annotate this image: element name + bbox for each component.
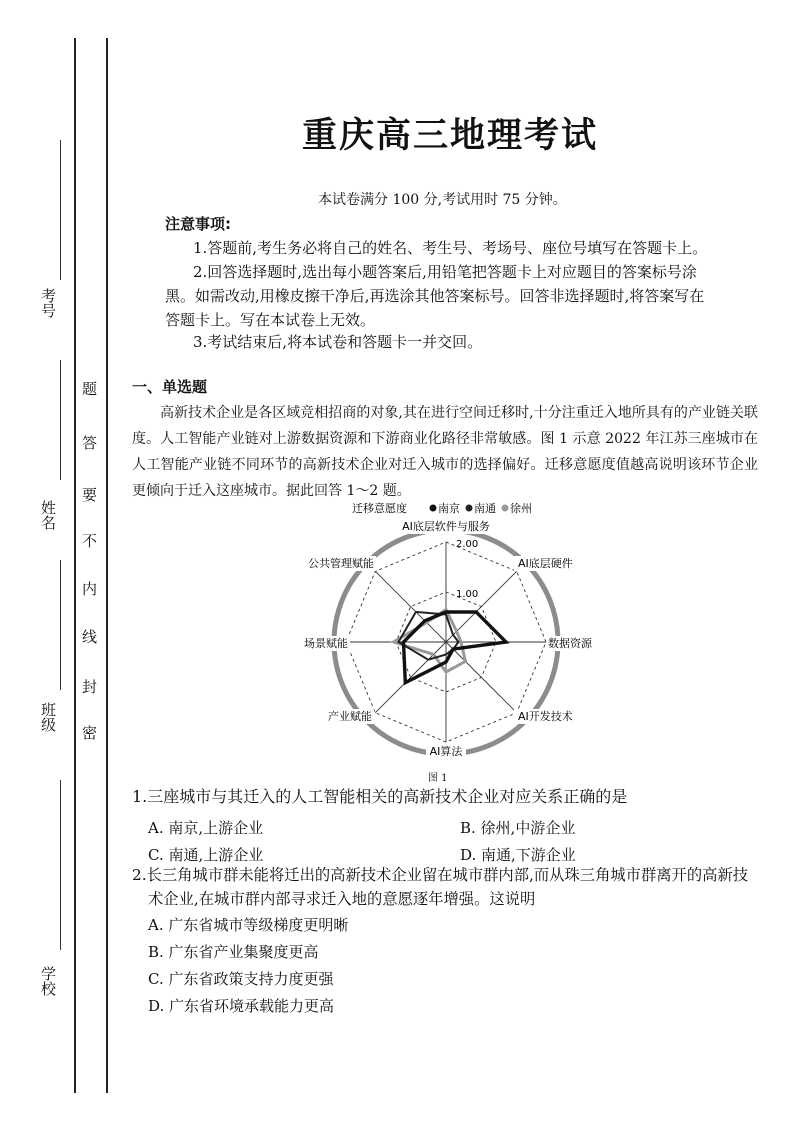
question-1-option-a[interactable]: A. 南京,上游企业	[148, 819, 264, 837]
axis-label-ai-dev-tech: AI开发技术	[518, 710, 573, 723]
axis-label-ai-hardware: AI底层硬件	[518, 557, 573, 570]
radar-chart	[296, 496, 596, 796]
question-1-option-c[interactable]: C. 南通,上游企业	[148, 846, 264, 864]
question-2-stem-cont: 术企业,在城市群内部寻求迁入地的意愿逐年增强。这说明	[148, 890, 536, 908]
exam-subtitle: 本试卷满分 100 分,考试用时 75 分钟。	[318, 192, 567, 208]
legend-marker-xuzhou	[502, 505, 509, 512]
legend-label-xuzhou: 徐州	[510, 502, 532, 515]
series-nanjing-line	[404, 612, 507, 683]
notice-line: 3.考试结束后,将本试卷和答题卡一并交回。	[193, 333, 483, 351]
name-blank[interactable]	[60, 360, 61, 480]
notice-line: 答题卡上。写在本试卷上无效。	[165, 311, 376, 329]
legend-title: 迁移意愿度	[352, 502, 407, 515]
page-title: 重庆高三地理考试	[301, 116, 598, 156]
axis-label-ai-algorithm: AI算法	[429, 745, 463, 758]
axis-label-scene-empower: 场景赋能	[304, 637, 348, 650]
school-blank[interactable]	[60, 780, 61, 950]
legend-label-nanjing: 南京	[438, 502, 460, 515]
binding-line-inner	[106, 38, 108, 1093]
seal-char: 密	[82, 724, 98, 742]
chart-legend	[352, 501, 532, 515]
figure-caption: 图 1	[428, 773, 448, 784]
axis-label-industry-empower: 产业赋能	[328, 710, 372, 723]
legend-marker-nanjing	[430, 505, 437, 512]
exam-no-label: 考号	[39, 288, 57, 318]
class-blank[interactable]	[60, 560, 61, 690]
axis-label-ai-software: AI底层软件与服务	[402, 520, 490, 533]
seal-char: 封	[82, 678, 98, 696]
class-label: 班级	[39, 702, 57, 732]
axis-label-data-resources: 数据资源	[548, 637, 592, 650]
question-2-stem: 2.长三角城市群未能将迁出的高新技术企业留在城市群内部,而从珠三角城市群离开的高新技	[132, 866, 749, 884]
name-label: 姓名	[39, 500, 57, 530]
legend-marker-nantong	[466, 505, 473, 512]
question-1-option-d[interactable]: D. 南通,下游企业	[460, 846, 576, 864]
legend-label-nantong: 南通	[474, 502, 496, 515]
question-1-stem: 1.三座城市与其迁入的人工智能相关的高新技术企业对应关系正确的是	[132, 787, 628, 806]
question-2-option-a[interactable]: A. 广东省城市等级梯度更明晰	[148, 916, 349, 934]
axis-spoke	[446, 642, 517, 713]
notice-heading: 注意事项:	[165, 215, 231, 233]
notice-line: 黑。如需改动,用橡皮擦干净后,再选涂其他答案标号。回答非选择题时,将答案写在	[165, 287, 705, 305]
axis-label-public-mgmt: 公共管理赋能	[308, 557, 374, 570]
section-heading: 一、单选题	[132, 378, 208, 396]
tick-label-2: 2.00	[456, 539, 479, 550]
seal-char: 不	[82, 532, 98, 550]
axis-spoke	[375, 642, 446, 713]
question-2-option-b[interactable]: B. 广东省产业集聚度更高	[148, 943, 319, 961]
seal-char: 答	[82, 434, 98, 452]
seal-char: 线	[82, 628, 98, 646]
seal-char: 题	[82, 380, 98, 398]
tick-label-1: 1.00	[456, 589, 479, 600]
notice-line: 2.回答选择题时,选出每小题答案后,用铅笔把答题卡上对应题目的答案标号涂	[193, 263, 697, 281]
binding-line-outer	[74, 38, 76, 1093]
question-2-option-c[interactable]: C. 广东省政策支持力度更强	[148, 970, 334, 988]
question-1-option-b[interactable]: B. 徐州,中游企业	[460, 819, 576, 837]
seal-char: 要	[82, 486, 98, 504]
passage: 高新技术企业是各区域竞相招商的对象,其在进行空间迁移时,十分注重迁入地所具有的产业链关联度。人工智能产业链对上游数据资源和下游商业化路径非常敏感。图 1 示意 2022 年江苏三座城市在人工智能产业链不同环节的高新技术企业对迁入城市的选择偏好。迁移意愿度值越高说明该环节企业更倾向于迁入这座城市。据此回答 1～2 题。	[132, 405, 758, 499]
notice-line: 1.答题前,考生务必将自己的姓名、考生号、考场号、座位号填写在答题卡上。	[193, 239, 708, 257]
exam-no-blank[interactable]	[60, 140, 61, 280]
question-2-option-d[interactable]: D. 广东省环境承载能力更高	[148, 997, 335, 1015]
school-label: 学校	[39, 966, 57, 996]
seal-char: 内	[82, 580, 98, 598]
